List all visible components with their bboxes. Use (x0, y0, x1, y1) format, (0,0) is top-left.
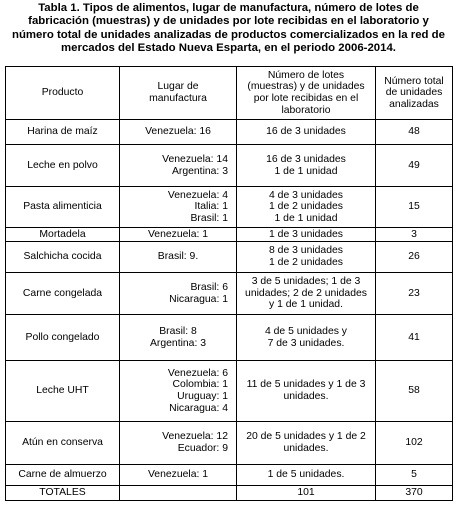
lotes-line: 4 de 5 unidades y (264, 325, 348, 337)
cell-total: 41 (376, 315, 453, 361)
table-row (6, 465, 453, 486)
cell-lugar (120, 273, 237, 315)
table-row (6, 315, 453, 361)
cell-lotes (237, 120, 376, 145)
lugar-line: Argentina: 3 (171, 165, 228, 177)
cell-total: 26 (376, 242, 453, 273)
cell-producto: Leche UHT (6, 361, 120, 422)
table-row (6, 228, 453, 242)
lotes-line: 20 de 5 unidades y 1 de 2 (246, 431, 366, 443)
cell-lugar (120, 242, 237, 273)
cell-lotes (237, 361, 376, 422)
lotes-line: 11 de 5 unidades y 1 de 3 (246, 379, 366, 391)
lotes-line: 8 de 3 unidades (269, 245, 343, 257)
header-lotes: Número de lotes (muestras) y de unidades por lote recibidas en el laboratorio (237, 67, 376, 120)
lotes-line: 7 de 3 unidades. (267, 337, 345, 349)
cell-lugar (120, 228, 237, 242)
lotes-line: y 1 de 1 unidad. (269, 299, 343, 311)
table-row (6, 361, 453, 422)
lotes-line: 1 de 1 unidad (274, 212, 338, 224)
table-row (6, 242, 453, 273)
lugar-line: Venezuela: 14 (162, 153, 228, 165)
totals-label: TOTALES (6, 486, 120, 501)
cell-producto: Pasta alimenticia (6, 187, 120, 228)
lugar-line: Brasil: 8 (159, 325, 197, 337)
lotes-line: 1 de 2 unidades (269, 201, 343, 213)
lugar-line: Nicaragua: 4 (169, 402, 228, 414)
cell-producto: Leche en polvo (6, 145, 120, 187)
lugar-line: Brasil: 1 (190, 212, 228, 224)
lugar-line: Ecuador: 9 (177, 443, 228, 454)
lotes-line: 1 de 3 unidades (269, 228, 343, 240)
lugar-line: Venezuela: 12 (162, 431, 228, 443)
cell-lugar (120, 422, 237, 465)
totals-lugar (120, 486, 237, 501)
lugar-line: Uruguay: 1 (177, 391, 228, 402)
caption-line: Tabla 1. Tipos de alimentos, lugar de manufactura, número de lotes de (38, 2, 419, 14)
lotes-line: 1 de 1 unidad (274, 165, 338, 177)
cell-total: 5 (376, 465, 453, 486)
totals-total: 370 (376, 486, 453, 501)
header-lugar: Lugar de manufactura (120, 67, 237, 120)
lugar-line: Argentina: 3 (149, 337, 207, 349)
lotes-line: 16 de 3 unidades (266, 153, 346, 165)
table-row (6, 422, 453, 465)
cell-lotes (237, 422, 376, 465)
lotes-line: 1 de 2 unidades (269, 257, 343, 268)
cell-lugar (120, 120, 237, 145)
lugar-line: Brasil: 6 (190, 281, 228, 293)
cell-lotes (237, 242, 376, 273)
lugar-line: Venezuela: 16 (145, 126, 211, 138)
cell-lugar (120, 361, 237, 422)
lotes-line: unidades. (283, 391, 329, 402)
lotes-line: 3 de 5 unidades; 1 de 3 (251, 276, 361, 288)
cell-producto: Salchicha cocida (6, 242, 120, 273)
cell-total: 3 (376, 228, 453, 242)
cell-producto: Mortadela (6, 228, 120, 242)
cell-total: 15 (376, 187, 453, 228)
table-row (6, 187, 453, 228)
food-samples-table (5, 66, 453, 501)
lugar-line: Venezuela: 1 (147, 228, 209, 240)
cell-producto: Pollo congelado (6, 315, 120, 361)
lotes-line: 1 de 5 unidades. (267, 469, 345, 481)
cell-total: 49 (376, 145, 453, 187)
lugar-line: Venezuela: 6 (167, 367, 228, 379)
table-header-row (6, 67, 453, 120)
cell-lotes (237, 465, 376, 486)
caption-line: mercados del Estado Nueva Esparta, en el periodo 2006-2014. (61, 41, 396, 54)
cell-total: 58 (376, 361, 453, 422)
cell-producto: Atún en conserva (6, 422, 120, 465)
header-producto: Producto (6, 67, 120, 120)
table-row (6, 273, 453, 315)
lotes-line: 4 de 3 unidades (269, 189, 343, 201)
caption-line: fabricación (muestras) y de unidades por lote recibidas en el laboratorio y (28, 15, 429, 28)
cell-lotes (237, 187, 376, 228)
cell-lugar (120, 465, 237, 486)
cell-total: 48 (376, 120, 453, 145)
cell-producto: Harina de maíz (6, 120, 120, 145)
lotes-line: unidades. (283, 443, 329, 454)
cell-lotes (237, 145, 376, 187)
totals-lotes: 101 (237, 486, 376, 501)
cell-lotes (237, 228, 376, 242)
cell-producto: Carne congelada (6, 273, 120, 315)
table-caption (0, 2, 457, 55)
lugar-line: Venezuela: 4 (167, 189, 228, 201)
lugar-line: Brasil: 9. (157, 251, 199, 263)
lugar-line: Nicaragua: 1 (169, 293, 228, 305)
table-row (6, 145, 453, 187)
lugar-line: Venezuela: 1 (147, 469, 209, 481)
header-total: Número total de unidades analizadas (376, 67, 453, 120)
cell-producto: Carne de almuerzo (6, 465, 120, 486)
lotes-line: 16 de 3 unidades (266, 126, 346, 138)
cell-total: 23 (376, 273, 453, 315)
cell-lotes (237, 273, 376, 315)
cell-lotes (237, 315, 376, 361)
lugar-line: Italia: 1 (194, 201, 228, 213)
cell-lugar (120, 187, 237, 228)
cell-lugar (120, 145, 237, 187)
cell-lugar (120, 315, 237, 361)
lotes-line: unidades; 2 de 2 unidades (245, 287, 367, 299)
table-row (6, 120, 453, 145)
cell-total: 102 (376, 422, 453, 465)
totals-row (6, 486, 453, 501)
lugar-line: Colombia: 1 (172, 379, 228, 391)
table-body (6, 120, 453, 486)
caption-line: número total de unidades analizadas de productos comercializados en la red de (12, 28, 445, 41)
